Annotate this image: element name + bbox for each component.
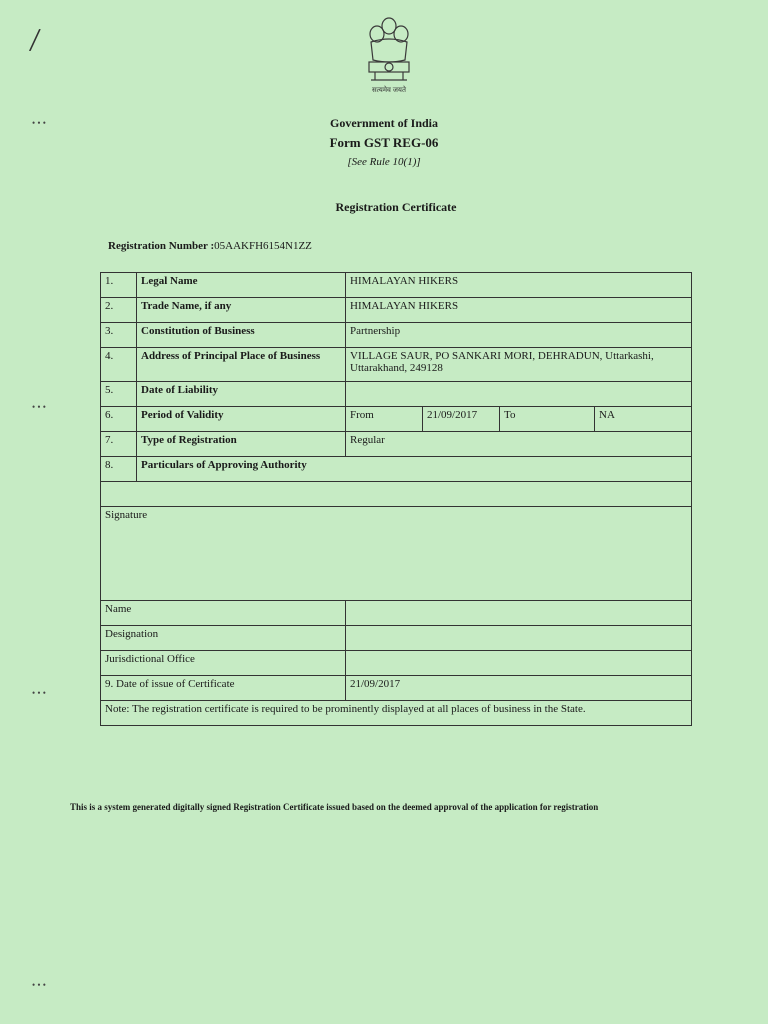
table-row xyxy=(101,407,692,432)
registration-number-value: 05AAKFH6154N1ZZ xyxy=(214,240,312,252)
emblem-motto: सत्यमेव जयते xyxy=(372,86,406,94)
registration-number-label: Registration Number : xyxy=(108,240,215,252)
validity-to-value: NA xyxy=(595,407,692,432)
row-number: 1. xyxy=(101,273,137,298)
margin-dots: • • • xyxy=(32,980,46,990)
signature-box: Signature xyxy=(101,507,692,601)
pen-mark: / xyxy=(28,21,42,60)
validity-label: Period of Validity xyxy=(137,407,346,432)
margin-dots: • • • xyxy=(32,118,46,128)
table-row xyxy=(101,676,692,701)
jurisdictional-office-value xyxy=(346,651,692,676)
table-row xyxy=(101,382,692,407)
issue-date-label: 9. Date of issue of Certificate xyxy=(101,676,346,701)
table-row xyxy=(101,298,692,323)
row-number: 8. xyxy=(101,457,137,482)
constitution-label: Constitution of Business xyxy=(137,323,346,348)
rule-reference: [See Rule 10(1)] xyxy=(347,156,421,168)
address-label: Address of Principal Place of Business xyxy=(137,348,346,382)
issue-date-value: 21/09/2017 xyxy=(346,676,692,701)
table-row xyxy=(101,457,692,482)
display-note: Note: The registration certificate is required to be prominently displayed at all places of business in the State. xyxy=(101,701,692,726)
registration-table xyxy=(100,272,692,726)
certificate-title: Registration Certificate xyxy=(335,200,457,214)
trade-name-value: HIMALAYAN HIKERS xyxy=(346,298,692,323)
table-row xyxy=(101,507,692,601)
row-number: 6. xyxy=(101,407,137,432)
designation-label: Designation xyxy=(101,626,346,651)
approving-authority-label: Particulars of Approving Authority xyxy=(137,457,692,482)
name-value xyxy=(346,601,692,626)
validity-to-label: To xyxy=(500,407,595,432)
liability-date-label: Date of Liability xyxy=(137,382,346,407)
address-value: VILLAGE SAUR, PO SANKARI MORI, DEHRADUN, Uttarkashi, Uttarakhand, 249128 xyxy=(346,348,692,382)
validity-from-label: From xyxy=(346,407,423,432)
row-number: 4. xyxy=(101,348,137,382)
table-row xyxy=(101,273,692,298)
trade-name-label: Trade Name, if any xyxy=(137,298,346,323)
table-row xyxy=(101,482,692,507)
validity-from-value: 21/09/2017 xyxy=(423,407,500,432)
table-row xyxy=(101,323,692,348)
liability-date-value xyxy=(346,382,692,407)
name-label: Name xyxy=(101,601,346,626)
row-number: 2. xyxy=(101,298,137,323)
margin-dots: • • • xyxy=(32,688,46,698)
national-emblem-icon xyxy=(363,14,415,96)
margin-dots: • • • xyxy=(32,402,46,412)
row-number: 3. xyxy=(101,323,137,348)
designation-value xyxy=(346,626,692,651)
registration-number xyxy=(108,240,312,252)
row-number: 5. xyxy=(101,382,137,407)
table-row xyxy=(101,626,692,651)
legal-name-label: Legal Name xyxy=(137,273,346,298)
table-row xyxy=(101,432,692,457)
blank-row xyxy=(101,482,692,507)
constitution-value: Partnership xyxy=(346,323,692,348)
table-row xyxy=(101,348,692,382)
table-row xyxy=(101,651,692,676)
table-row xyxy=(101,601,692,626)
government-title: Government of India xyxy=(330,116,438,130)
table-row xyxy=(101,701,692,726)
form-number: Form GST REG-06 xyxy=(329,135,439,150)
legal-name-value: HIMALAYAN HIKERS xyxy=(346,273,692,298)
registration-type-label: Type of Registration xyxy=(137,432,346,457)
system-generated-note: This is a system generated digitally signed Registration Certificate issued based on the deemed approval of the application for registration xyxy=(70,802,599,812)
row-number: 7. xyxy=(101,432,137,457)
registration-type-value: Regular xyxy=(346,432,692,457)
jurisdictional-office-label: Jurisdictional Office xyxy=(101,651,346,676)
